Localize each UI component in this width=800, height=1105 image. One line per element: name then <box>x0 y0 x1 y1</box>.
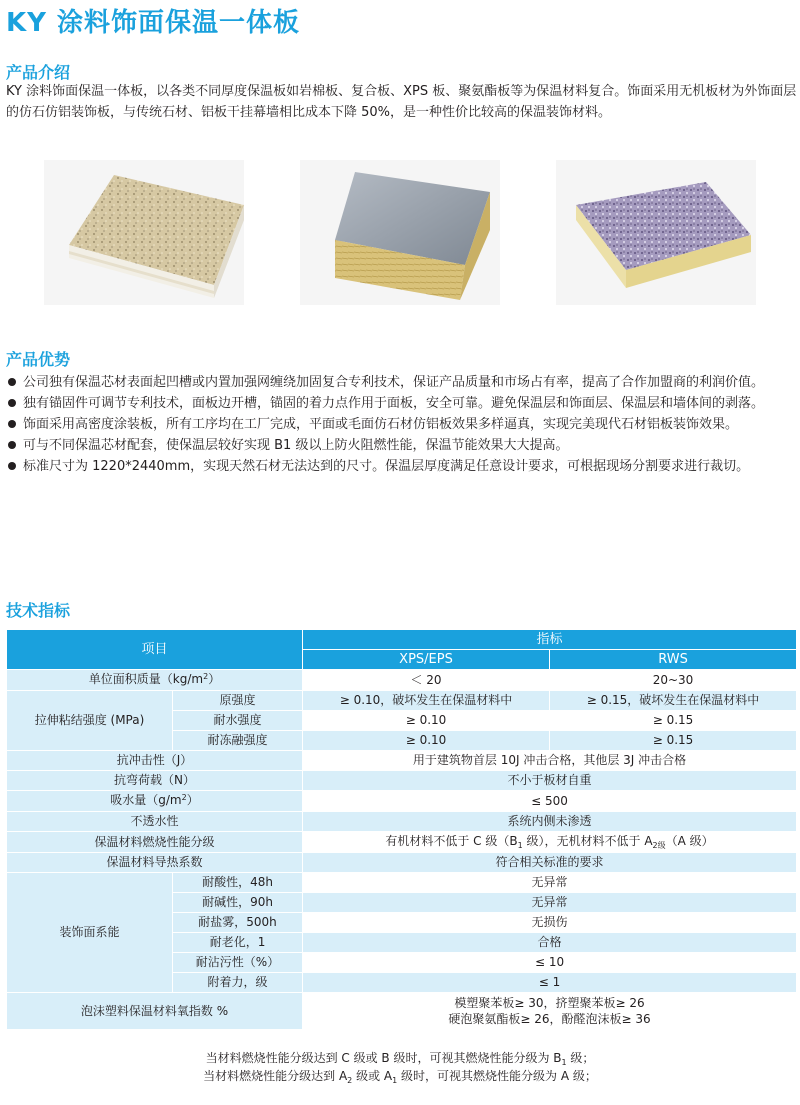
row-sublabel: 耐酸性，48h <box>173 873 303 893</box>
row-sublabel: 耐碱性，90h <box>173 893 303 913</box>
row-value: 不小于板材自重 <box>303 771 797 791</box>
row-value: 合格 <box>303 933 797 953</box>
table-row <box>7 853 797 873</box>
row-label: 保温材料导热系数 <box>7 853 303 873</box>
table-row <box>7 791 797 812</box>
product-image-grey-aluminum <box>300 160 500 305</box>
row-value-rws: ≥ 0.15，破坏发生在保温材料中 <box>550 691 797 711</box>
row-label: 单位面积质量$(kg/m^2)$ <box>7 670 303 691</box>
row-label: 保温材料燃烧性能分级 <box>7 832 303 853</box>
advantage-item: 公司独有保温芯材表面起凹槽或内置加强网缠绕加固复合专利技术，保证产品质量和市场占有率，提高了合作加盟商的利润价值。 <box>6 372 798 393</box>
table-row <box>7 812 797 832</box>
col-header-index: 指标 <box>303 630 797 650</box>
row-sublabel: 耐水强度 <box>173 711 303 731</box>
row-value: 系统内侧未渗透 <box>303 812 797 832</box>
advantage-item: 饰面采用高密度涂装板，所有工序均在工厂完成，平面或毛面仿石材仿铝板效果多样逼真，实现完美现代石材铝板装饰效果。 <box>6 414 798 435</box>
row-value: 模塑聚苯板≥ 30，挤塑聚苯板≥ 26 硬泡聚氨酯板≥ 26，酚醛泡沫板≥ 36 <box>303 993 797 1030</box>
advantage-item: 标准尺寸为 1220*2440mm，实现天然石材无法达到的尺寸。保温层厚度满足任意设计要求，可根据现场分割要求进行裁切。 <box>6 456 798 477</box>
row-label: 抗弯荷载（N） <box>7 771 303 791</box>
product-image-beige-stone <box>44 160 244 305</box>
table-row <box>7 751 797 771</box>
spec-table <box>6 629 797 1030</box>
row-sublabel: 耐沾污性（%） <box>173 953 303 973</box>
table-row <box>7 873 797 893</box>
row-value: 无异常 <box>303 873 797 893</box>
row-value-rws: ≥ 0.15 <box>550 731 797 751</box>
row-label: 装饰面系能 <box>7 873 173 993</box>
row-label: 吸水量$(g/m^2)$ <box>7 791 303 812</box>
row-value-xps: ≥ 0.10 <box>303 711 550 731</box>
row-label: 泡沫塑料保温材料氧指数 % <box>7 993 303 1030</box>
row-sublabel: 耐盐雾，500h <box>173 913 303 933</box>
row-value-rws: 20~30 <box>550 670 797 691</box>
row-value: ≤ 500 <box>303 791 797 812</box>
advantage-item: 独有锚固件可调节专利技术，面板边开槽，锚固的着力点作用于面板，安全可靠。避免保温层和饰面层、保温层和墙体间的剥落。 <box>6 393 798 414</box>
row-value: 有机材料不低于 C 级（$B_1$ 级），无机材料不低于 $A_{2级}(A$ 级） <box>303 832 797 853</box>
row-value: ≤ 10 <box>303 953 797 973</box>
row-label: 不透水性 <box>7 812 303 832</box>
spec-heading: 技术指标 <box>6 601 71 620</box>
table-row <box>7 691 797 711</box>
row-value-xps: ＜ 20 <box>303 670 550 691</box>
row-value: 符合相关标准的要求 <box>303 853 797 873</box>
footnote <box>0 1050 800 1086</box>
intro-heading: 产品介绍 <box>6 63 71 82</box>
page-title: KY 涂料饰面保温一体板 <box>6 8 301 38</box>
row-value-xps: ≥ 0.10 <box>303 731 550 751</box>
advantages-list <box>6 372 798 477</box>
row-sublabel: 原强度 <box>173 691 303 711</box>
table-row <box>7 771 797 791</box>
intro-text: KY 涂料饰面保温一体板，以各类不同厚度保温板如岩棉板、复合板、XPS 板、聚氨酯板等为保温材料复合。饰面采用无机板材为外饰面层的仿石仿铝装饰板，与传统石材、铝板干挂幕墙相比成本下降 50%，是一种性价比较高的保温装饰材料。 <box>6 84 797 120</box>
row-label: 拉伸粘结强度 (MPa) <box>7 691 173 751</box>
advantage-item: 可与不同保温芯材配套，使保温层较好实现 B1 级以上防火阻燃性能，保温节能效果大大提高。 <box>6 435 798 456</box>
table-row <box>7 993 797 1030</box>
col-header-item: 项目 <box>7 630 303 670</box>
product-image-purple-granite <box>556 160 756 305</box>
advantages-heading: 产品优势 <box>6 350 71 369</box>
table-row <box>7 670 797 691</box>
row-value: 无损伤 <box>303 913 797 933</box>
footnote-line: 当材料燃烧性能分级达到 C 级或 B 级时，可视其燃烧性能分级为 $B_1$ 级； <box>205 1051 595 1067</box>
col-header-xps: XPS/EPS <box>303 650 550 670</box>
table-row <box>7 832 797 853</box>
row-sublabel: 耐冻融强度 <box>173 731 303 751</box>
row-value-rws: ≥ 0.15 <box>550 711 797 731</box>
row-sublabel: 耐老化，1 <box>173 933 303 953</box>
row-value: ≤ 1 <box>303 973 797 993</box>
row-value-xps: ≥ 0.10，破坏发生在保温材料中 <box>303 691 550 711</box>
row-sublabel: 附着力，级 <box>173 973 303 993</box>
col-header-rws: RWS <box>550 650 797 670</box>
row-value: 无异常 <box>303 893 797 913</box>
row-label: 抗冲击性（J） <box>7 751 303 771</box>
row-value: 用于建筑物首层 10J 冲击合格，其他层 3J 冲击合格 <box>303 751 797 771</box>
footnote-line: 当材料燃烧性能分级达到 $A_2$ 级或 $A_1$ 级时，可视其燃烧性能分级为 A 级； <box>203 1069 597 1085</box>
